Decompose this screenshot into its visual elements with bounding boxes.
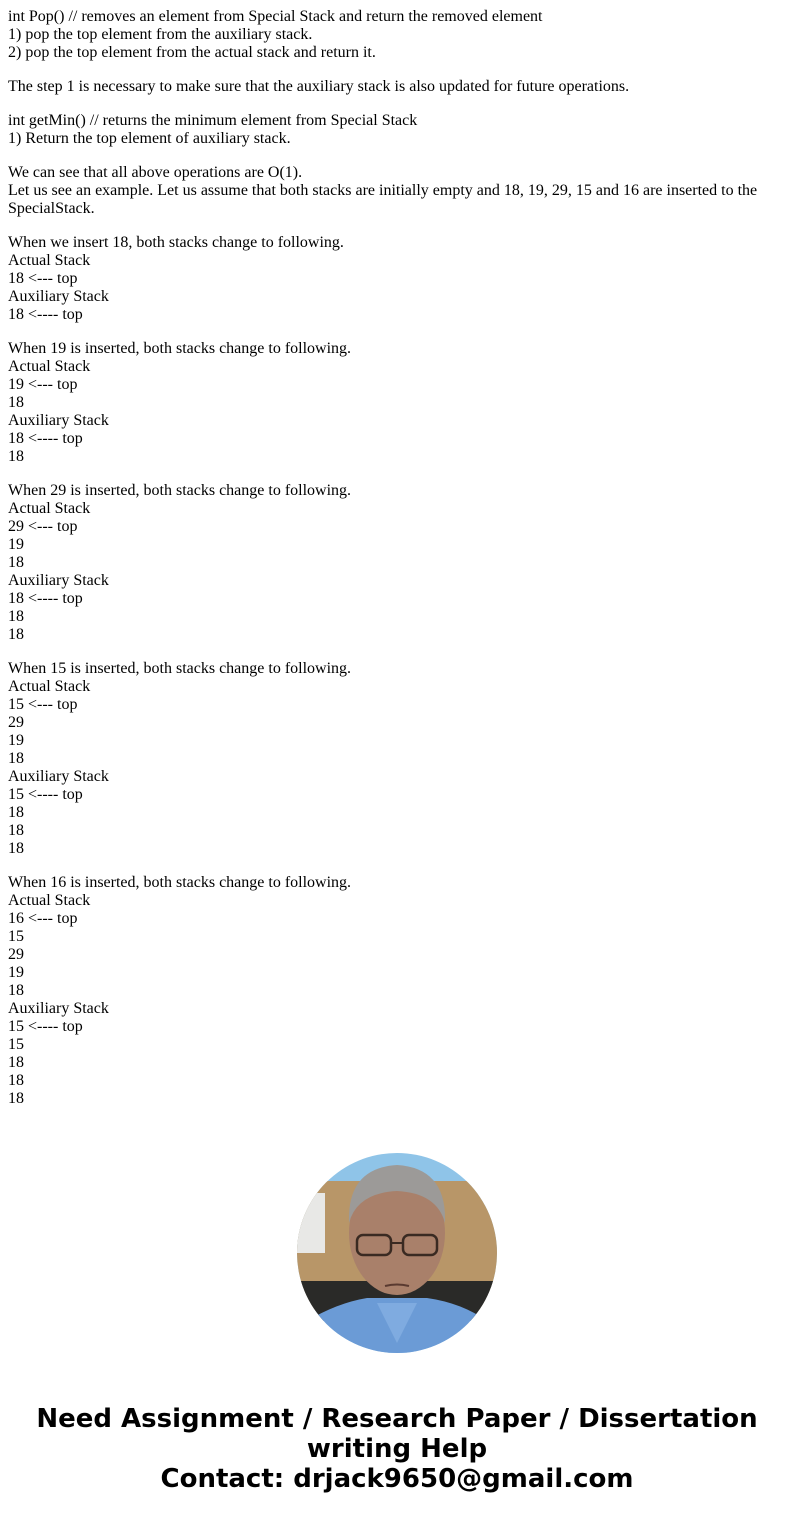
text-line: 18 bbox=[8, 1090, 24, 1107]
text-line: 18 bbox=[8, 840, 24, 857]
paragraph bbox=[8, 164, 786, 218]
text-line: 18 bbox=[8, 1054, 24, 1071]
text-line: Actual Stack bbox=[8, 500, 91, 517]
text-line: 18 <--- top bbox=[8, 270, 78, 287]
text-line: 29 <--- top bbox=[8, 518, 78, 535]
text-line: 18 bbox=[8, 554, 24, 571]
text-line: Actual Stack bbox=[8, 358, 91, 375]
paragraph bbox=[8, 482, 786, 644]
text-line: 18 bbox=[8, 822, 24, 839]
text-line: Actual Stack bbox=[8, 678, 91, 695]
footer-contact: Contact: drjack9650@gmail.com bbox=[160, 1464, 634, 1494]
text-line: When 19 is inserted, both stacks change to following. bbox=[8, 340, 352, 357]
text-line: int Pop() // removes an element from Special Stack and return the removed element bbox=[8, 8, 543, 25]
text-line: 15 <--- top bbox=[8, 696, 78, 713]
paragraph bbox=[8, 874, 786, 1108]
text-line: 19 bbox=[8, 536, 24, 553]
text-line: When we insert 18, both stacks change to following. bbox=[8, 234, 344, 251]
text-line: 18 bbox=[8, 448, 24, 465]
text-line: 1) pop the top element from the auxiliary stack. bbox=[8, 26, 313, 43]
article-body bbox=[8, 8, 786, 1124]
text-line: 1) Return the top element of auxiliary stack. bbox=[8, 130, 291, 147]
text-line: 2) pop the top element from the actual stack and return it. bbox=[8, 44, 376, 61]
text-line: 29 bbox=[8, 946, 24, 963]
text-line: 18 bbox=[8, 608, 24, 625]
text-line: 15 <---- top bbox=[8, 786, 83, 803]
text-line: 18 <---- top bbox=[8, 590, 83, 607]
text-line: 15 bbox=[8, 928, 24, 945]
text-line: int getMin() // returns the minimum element from Special Stack bbox=[8, 112, 418, 129]
paragraph bbox=[8, 234, 786, 324]
text-line: 19 <--- top bbox=[8, 376, 78, 393]
text-line: 18 bbox=[8, 626, 24, 643]
text-line: 15 <---- top bbox=[8, 1018, 83, 1035]
paragraph bbox=[8, 78, 786, 96]
paragraph bbox=[8, 112, 786, 148]
text-line: When 16 is inserted, both stacks change to following. bbox=[8, 874, 352, 891]
text-line: 18 bbox=[8, 394, 24, 411]
text-line: Auxiliary Stack bbox=[8, 1000, 109, 1017]
text-line: 18 bbox=[8, 750, 24, 767]
paragraph bbox=[8, 660, 786, 858]
text-line: 19 bbox=[8, 964, 24, 981]
text-line: When 29 is inserted, both stacks change to following. bbox=[8, 482, 352, 499]
text-line: Auxiliary Stack bbox=[8, 288, 109, 305]
text-line: Let us see an example. Let us assume that both stacks are initially empty and 18, 19, 29, 15 and 16 are inserted to the SpecialStack. bbox=[8, 182, 758, 217]
promo-footer bbox=[0, 1404, 794, 1494]
paragraph bbox=[8, 8, 786, 62]
text-line: Auxiliary Stack bbox=[8, 768, 109, 785]
text-line: We can see that all above operations are O(1). bbox=[8, 164, 303, 181]
author-photo bbox=[297, 1153, 497, 1353]
text-line: Actual Stack bbox=[8, 252, 91, 269]
text-line: 15 bbox=[8, 1036, 24, 1053]
paragraph bbox=[8, 340, 786, 466]
footer-line: Need Assignment / Research Paper / Dissertation bbox=[36, 1404, 758, 1434]
text-line: 18 bbox=[8, 804, 24, 821]
text-line: 18 <---- top bbox=[8, 306, 83, 323]
text-line: 18 bbox=[8, 982, 24, 999]
text-line: 18 <---- top bbox=[8, 430, 83, 447]
text-line: The step 1 is necessary to make sure that the auxiliary stack is also updated for future operations. bbox=[8, 78, 630, 95]
text-line: Actual Stack bbox=[8, 892, 91, 909]
text-line: When 15 is inserted, both stacks change to following. bbox=[8, 660, 352, 677]
text-line: 18 bbox=[8, 1072, 24, 1089]
text-line: 16 <--- top bbox=[8, 910, 78, 927]
text-line: 29 bbox=[8, 714, 24, 731]
footer-line: writing Help bbox=[306, 1434, 488, 1464]
text-line: 19 bbox=[8, 732, 24, 749]
text-line: Auxiliary Stack bbox=[8, 412, 109, 429]
text-line: Auxiliary Stack bbox=[8, 572, 109, 589]
